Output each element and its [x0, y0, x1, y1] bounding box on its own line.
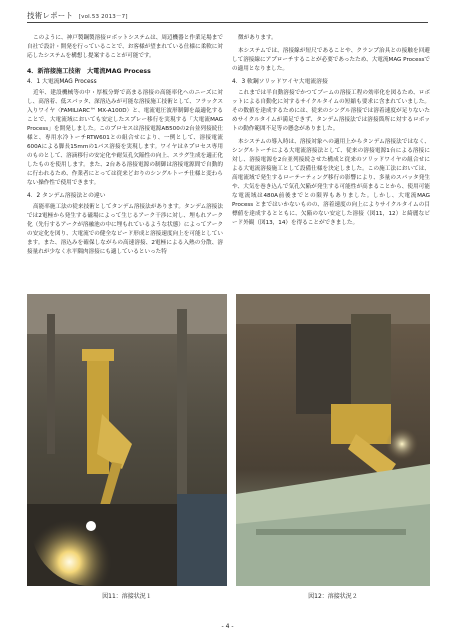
paragraph: 高能率施工法の従来技術としてタンデム溶接法があります。タンデム溶接法では2電極から発生する磁場によって生じるアーク干渉に対し、埋もれアーク化（先行するアークが溶融池の中に埋もれているような状態）によってアークの安定化を図り、大電流での健全なビード形成と溶接速度向上を可能としています。また、溶込みを確保しながらの高速溶接、2電極による入熱の分散、溶接量れが少なく水平隅肉溶接にも適しているといった特	[27, 204, 223, 255]
subsection-heading: 4．1 大電流MAG Process	[27, 79, 97, 85]
right-column	[232, 34, 430, 232]
header-divider	[27, 22, 428, 23]
figure-11-caption: 図11：溶接状況１	[102, 593, 152, 600]
page-number: - 4 -	[221, 623, 234, 630]
paragraph: 本システムでは、溶接線が短尺であることや、クランプ治具との接触を回避して溶接線にアプローチすることが必要であったため、大電流MAG Processでの適用となりました。	[232, 48, 430, 72]
header-volume: [vol.53 2013－7]	[78, 14, 128, 20]
figure-11-photo	[27, 294, 227, 586]
header-title: 技術レポート	[27, 11, 74, 20]
paragraph: 本システムの導入時は、溶接対象への適用上からタンデム溶接法ではなく、シングルトーチによる大電流溶接法として、従来の溶接電源1台による溶接に対し、溶接電源を2台並列接続させた構成と従来のソリッドワイヤの組合せによる大電流溶接施工として設備仕様を決定しました。この施工法においては、高電流域で発生するローテーティング移行の影響により、多量のスパッタ発生や、大気を巻き込んで気孔欠陥が発生する可能性が高まることから、使用可能な電流域は480A前後までとの限界もありました。しかし、大電流MAG Process とまではいかないものの、溶着速度の向上によりサイクルタイムの目標値を達成するとともに、欠陥のない安定した溶接（図11，12）と綺麗なビード外観（図13，14）を得ることができました。	[232, 139, 430, 226]
figure-12-caption: 図12：溶接状況２	[308, 593, 358, 600]
subsection-heading: 4．2 タンデム溶接法との違い	[27, 193, 106, 199]
paragraph: このように、神戸製鋼製溶接ロボットシステムは、周辺機器と作業足場まで自社で設計・開発を行っていることで、お客様が望まれている仕様に柔軟に対応したシステムを構想し提案することが可能です。	[27, 35, 223, 59]
figure-12-photo	[236, 294, 430, 586]
paragraph: これまでは半自動溶接でかつてブームの溶接工程の効率化を図るため、ロボットによる自動化に対するサイクルタイムの短縮も要求に含まれていました。その数値を達成するためには、従来のシングル溶接では溶着速度が足りないためサイクルタイムが満足できず、タンデム溶接法では溶接箇所に対するロボットの動作範囲不足等の懸念がありました。	[232, 90, 430, 132]
subsection-heading: 4．3 軟鋼ソリッドワイヤ大電流溶接	[232, 79, 328, 85]
page-header	[27, 10, 128, 21]
paragraph: 徴があります。	[238, 35, 277, 41]
paragraph: 近年、建設機械等の中・厚板分野で高まる溶接の高能率化へのニーズに対し、高溶着、低スパッタ、深溶込みが可能な溶接施工技術として、フラックス入りワイヤ〈FAMILIARC™ MX-A100D〉と、電流電圧波形制御を最適化することで、大電流域においても安定したスプレー移行を実現する「大電流MAG Process」を開発しました。このプロセスは溶接電源AB500の2台並列接続仕様と、専用水冷トーチRTW601との組合せにより、一例として、溶接電流600Aによる脚長15mmの1パス溶接を実現します。ワイヤはネプロセス専用のものとして、溶滴移行の安定化や耐気孔欠陥性の向上、スラグ生成を適正化したものを使用します。また、2台ある溶接電源の制御は溶接電源間で自動的に行われるため、作業者にとっては従来どおりのシングルトーチ仕様と変わらない操作性で使用できます。	[27, 90, 223, 186]
left-column	[27, 34, 223, 261]
section-heading: 4．新溶接施工技術 大電流MAG Process	[27, 68, 151, 75]
